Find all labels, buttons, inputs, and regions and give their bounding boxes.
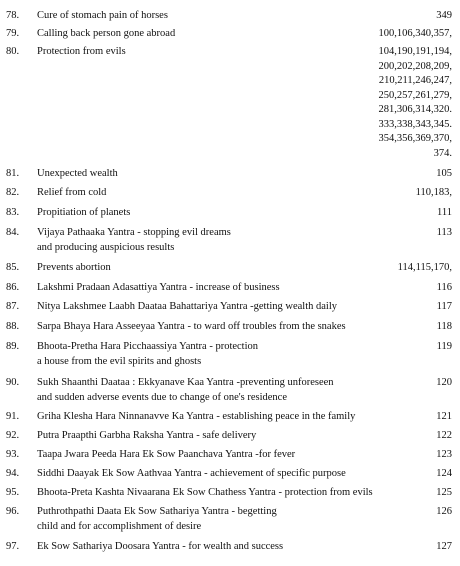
entry-number: 91.: [6, 411, 20, 422]
entry-text-line: Prevents abortion: [37, 262, 111, 273]
page-ref-line: 119: [436, 341, 452, 352]
entry-description: [37, 429, 382, 444]
entry-pages: [437, 206, 452, 221]
page-ref-line: 124: [436, 468, 452, 479]
entry-pages: [436, 429, 452, 444]
entry-number: 83.: [6, 207, 20, 218]
entry-text-line: Griha Klesha Hara Ninnanavve Ka Yantra - establishing peace in the family: [37, 411, 356, 422]
page-ref-line: 110,183,: [415, 187, 452, 198]
entry-description: [37, 320, 382, 335]
entry-description: [37, 167, 382, 182]
entry-pages: [437, 300, 452, 315]
entry-text-line: Bhoota-Preta Kashta Nivaarana Ek Sow Chathess Yantra - protection from evils: [37, 487, 373, 498]
entry-description: [37, 467, 382, 482]
entry-text-line: and sudden adverse events due to change of one's residence: [37, 391, 288, 403]
entry-description: [37, 486, 382, 501]
entry-text-line: Sarpa Bhaya Hara Asseeyaa Yantra - to ward off troubles from the snakes: [37, 321, 346, 332]
entry-pages: [436, 376, 452, 391]
entry-pages: [436, 467, 452, 482]
entry-text-line: child and for accomplishment of desire: [37, 520, 202, 532]
page-ref-line: 105: [436, 168, 452, 179]
entry-number: 93.: [6, 449, 20, 460]
page-ref-line: 354,356,369,370,: [378, 133, 452, 144]
entry-text-line: Protection from evils: [37, 46, 126, 57]
entry-text-line: Calling back person gone abroad: [37, 28, 176, 39]
entry-text-line: Siddhi Daayak Ek Sow Aathvaa Yantra - achievement of specific purpose: [37, 468, 346, 479]
entry-description: [37, 186, 382, 201]
entry-pages: [416, 186, 452, 201]
entry-pages: [436, 448, 452, 463]
entry-number: 97.: [6, 541, 20, 552]
page-ref-line: 100,106,340,357,: [378, 28, 452, 39]
entry-number: 92.: [6, 430, 20, 441]
entry-description: [37, 206, 382, 221]
page-ref-line: 210,211,246,247,: [378, 75, 452, 86]
page-ref-line: 120: [436, 377, 452, 388]
page-ref-line: 113: [436, 227, 452, 238]
entry-number: 94.: [6, 468, 20, 479]
page-ref-line: 281,306,314,320.: [378, 104, 452, 115]
entry-description: [37, 410, 382, 425]
entry-pages: [436, 410, 452, 425]
entry-description: [37, 45, 382, 60]
entry-description: [37, 261, 382, 276]
entry-description: [37, 505, 382, 534]
page-ref-line: 114,115,170,: [397, 262, 452, 273]
entry-number: 95.: [6, 487, 20, 498]
entry-number: 85.: [6, 262, 20, 273]
entry-text-line: Sukh Shaanthi Daataa : Ekkyanave Kaa Yantra -preventing unforeseen: [37, 377, 334, 388]
entry-pages: [379, 45, 453, 161]
page-ref-line: 333,338,343,345.: [378, 118, 452, 130]
page-ref-line: 117: [436, 301, 452, 312]
entry-text-line: Propitiation of planets: [37, 207, 131, 218]
page-ref-line: 374.: [433, 147, 452, 159]
entry-description: [37, 448, 382, 463]
entry-description: [37, 300, 382, 315]
entry-text-line: Taapa Jwara Peeda Hara Ek Sow Paanchava Yantra -for fever: [37, 449, 296, 460]
entry-pages: [437, 320, 452, 335]
entry-pages: [436, 167, 452, 182]
entry-text-line: Puthrothpathi Daata Ek Sow Sathariya Yantra - begetting: [37, 506, 277, 517]
entry-text-line: Unexpected wealth: [37, 168, 118, 179]
entry-pages: [436, 486, 452, 501]
entry-description: [37, 376, 382, 405]
entry-number: 82.: [6, 187, 20, 198]
entry-description: [37, 9, 382, 24]
entry-pages: [436, 9, 452, 24]
entry-text-line: a house from the evil spirits and ghosts: [37, 355, 202, 367]
page-ref-line: 111: [437, 207, 452, 218]
entry-pages: [436, 540, 452, 555]
entry-number: 96.: [6, 506, 20, 517]
page-ref-line: 125: [436, 487, 452, 498]
entry-number: 89.: [6, 341, 20, 352]
page-ref-line: 118: [436, 321, 452, 332]
entry-pages: [437, 226, 452, 241]
page-ref-line: 123: [436, 449, 452, 460]
entry-text-line: Cure of stomach pain of horses: [37, 10, 168, 21]
entry-number: 90.: [6, 377, 20, 388]
entry-text-line: Vijaya Pathaaka Yantra - stopping evil dreams: [37, 227, 231, 238]
entry-description: [37, 281, 382, 296]
page-ref-line: 250,257,261,279,: [378, 89, 452, 101]
entry-pages: [437, 281, 452, 296]
entry-text-line: Bhoota-Pretha Hara Picchaassiya Yantra - protection: [37, 341, 259, 352]
entry-pages: [436, 505, 452, 520]
page-ref-line: 122: [436, 430, 452, 441]
entry-pages: [398, 261, 452, 276]
entry-description: [37, 226, 382, 255]
entry-number: 88.: [6, 321, 20, 332]
page-ref-line: 126: [436, 506, 452, 517]
page-ref-line: 349: [436, 10, 452, 21]
entry-text-line: Nitya Lakshmee Laabh Daataa Bahattariya Yantra -getting wealth daily: [37, 301, 338, 312]
page-ref-line: 127: [436, 541, 452, 552]
entry-number: 78.: [6, 10, 20, 21]
entry-description: [37, 340, 382, 369]
entry-text-line: Putra Praapthi Garbha Raksha Yantra - safe delivery: [37, 430, 257, 441]
entry-text-line: Lakshmi Pradaan Adasattiya Yantra - increase of business: [37, 282, 280, 293]
page-ref-line: 116: [436, 282, 452, 293]
entry-number: 84.: [6, 227, 20, 238]
entry-text-line: and producing auspicious results: [37, 241, 175, 253]
entry-number: 80.: [6, 46, 20, 57]
entry-number: 86.: [6, 282, 20, 293]
entry-number: 87.: [6, 301, 20, 312]
entry-description: [37, 27, 382, 42]
entry-description: [37, 540, 382, 555]
entry-number: 79.: [6, 28, 20, 39]
entry-text-line: Relief from cold: [37, 187, 107, 198]
page-ref-line: 104,190,191,194,: [378, 46, 452, 57]
entry-pages: [437, 340, 452, 355]
entry-pages: [379, 27, 453, 42]
page-ref-line: 200,202,208,209,: [378, 60, 452, 72]
entry-number: 81.: [6, 168, 20, 179]
page-ref-line: 121: [436, 411, 452, 422]
entry-text-line: Ek Sow Sathariya Doosara Yantra - for wealth and success: [37, 541, 284, 552]
